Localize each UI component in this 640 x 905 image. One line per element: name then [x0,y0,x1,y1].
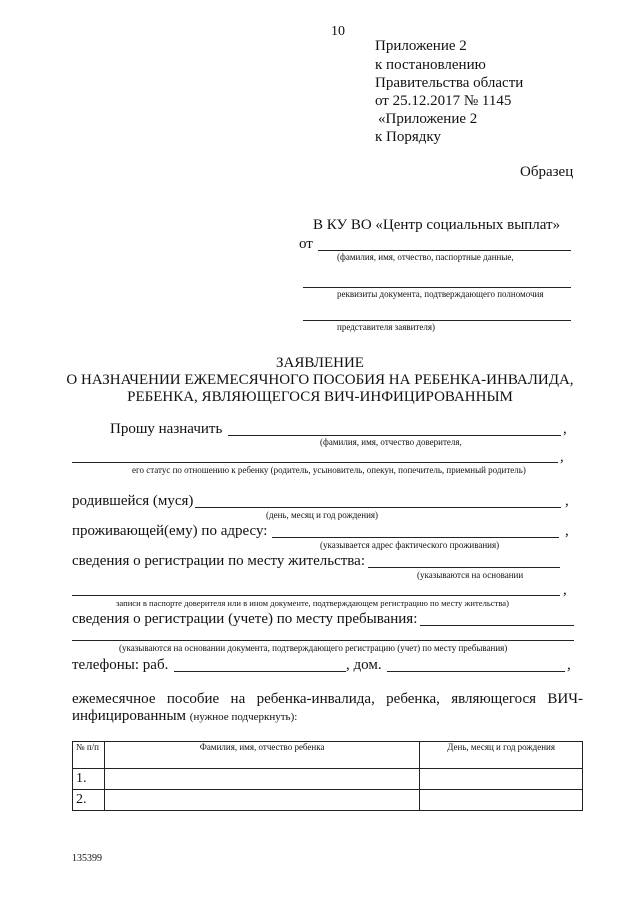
from-label: от [299,236,313,252]
benefit-line-1: ежемесячное пособие на ребенка-инвалида, ребенка, являющегося ВИЧ- [72,691,583,707]
appendix-line-5: «Приложение 2 [378,111,478,127]
sample-label: Образец [520,164,574,180]
representative-line[interactable] [303,320,571,321]
table-row [73,790,583,811]
registration-comma: , [563,582,567,598]
phones-label: телефоны: раб. [72,657,169,673]
row-num: 2. [73,790,105,811]
address-hint: (указывается адрес фактического проживания) [320,540,500,550]
child-birth-cell[interactable] [420,769,583,790]
from-hint-2: реквизиты документа, подтверждающего полномочия [337,289,544,299]
appendix-line-1: Приложение 2 [375,38,467,54]
child-name-cell[interactable] [104,769,419,790]
registration-line-2[interactable] [72,595,560,596]
title-line-3: РЕБЕНКА, ЯВЛЯЮЩЕГОСЯ ВИЧ-ИНФИЦИРОВАННЫМ [127,389,513,405]
appendix-line-6: к Порядку [375,129,441,145]
work-phone-line[interactable] [174,671,346,672]
from-hint-3: представителя заявителя) [337,322,435,332]
status-comma: , [560,449,564,465]
request-comma: , [563,421,567,437]
status-line[interactable] [72,462,558,463]
born-label: родившейся (муся) [72,493,194,509]
phones-comma: , [567,657,571,673]
born-hint: (день, месяц и год рождения) [266,510,379,520]
status-hint: его статус по отношению к ребенку (родитель, усыновитель, опекун, попечитель, приемный родитель) [132,465,526,475]
from-hint-1: (фамилия, имя, отчество, паспортные данные, [337,252,514,262]
from-line[interactable] [318,250,571,251]
benefit-line-2 [72,708,297,725]
address-line[interactable] [272,537,559,538]
table-header-name: Фамилия, имя, отчество ребенка [104,742,419,769]
appendix-line-4: от 25.12.2017 № 1145 [375,93,512,109]
born-line[interactable] [195,507,561,508]
table-header-row [73,742,583,769]
registration-hint-2: записи в паспорте доверителя или в ином документе, подтверждающем регистрацию по месту жительства) [116,598,509,608]
home-phone-line[interactable] [387,671,565,672]
stay-line[interactable] [420,625,574,626]
appendix-line-3: Правительства области [375,75,524,91]
appendix-line-2: к постановлению [375,57,486,73]
request-name-line[interactable] [228,435,561,436]
child-birth-cell[interactable] [420,790,583,811]
row-num: 1. [73,769,105,790]
title-line-2: О НАЗНАЧЕНИИ ЕЖЕМЕСЯЧНОГО ПОСОБИЯ НА РЕБЕНКА-ИНВАЛИДА, [66,372,574,388]
credentials-line[interactable] [303,287,571,288]
registration-hint: (указываются на основании [417,570,524,580]
table-header-num: № п/п [73,742,105,769]
stay-hint: (указываются на основании документа, подтверждающего регистрацию (учет) по месту пребывания) [119,643,508,653]
document-code: 135399 [72,853,102,864]
stay-line-2[interactable] [72,640,574,641]
title-line-1: ЗАЯВЛЕНИЕ [276,355,364,371]
stay-label: сведения о регистрации (учете) по месту пребывания: [72,611,418,627]
child-name-cell[interactable] [104,790,419,811]
registration-label: сведения о регистрации по месту жительства: [72,553,365,569]
children-table [72,741,583,811]
request-label: Прошу назначить [110,421,223,437]
table-header-birth: День, месяц и год рождения [420,742,583,769]
home-label: , дом. [346,657,382,673]
table-row [73,769,583,790]
benefit-word: инфицированным [72,708,187,724]
request-hint: (фамилия, имя, отчество доверителя, [320,437,462,447]
address-comma: , [565,523,569,539]
addressee-to: В КУ ВО «Центр социальных выплат» [313,217,561,233]
benefit-note: (нужное подчеркнуть): [189,711,298,723]
born-comma: , [565,493,569,509]
registration-line[interactable] [368,567,560,568]
address-label: проживающей(ему) по адресу: [72,523,268,539]
page-number: 10 [331,24,345,39]
